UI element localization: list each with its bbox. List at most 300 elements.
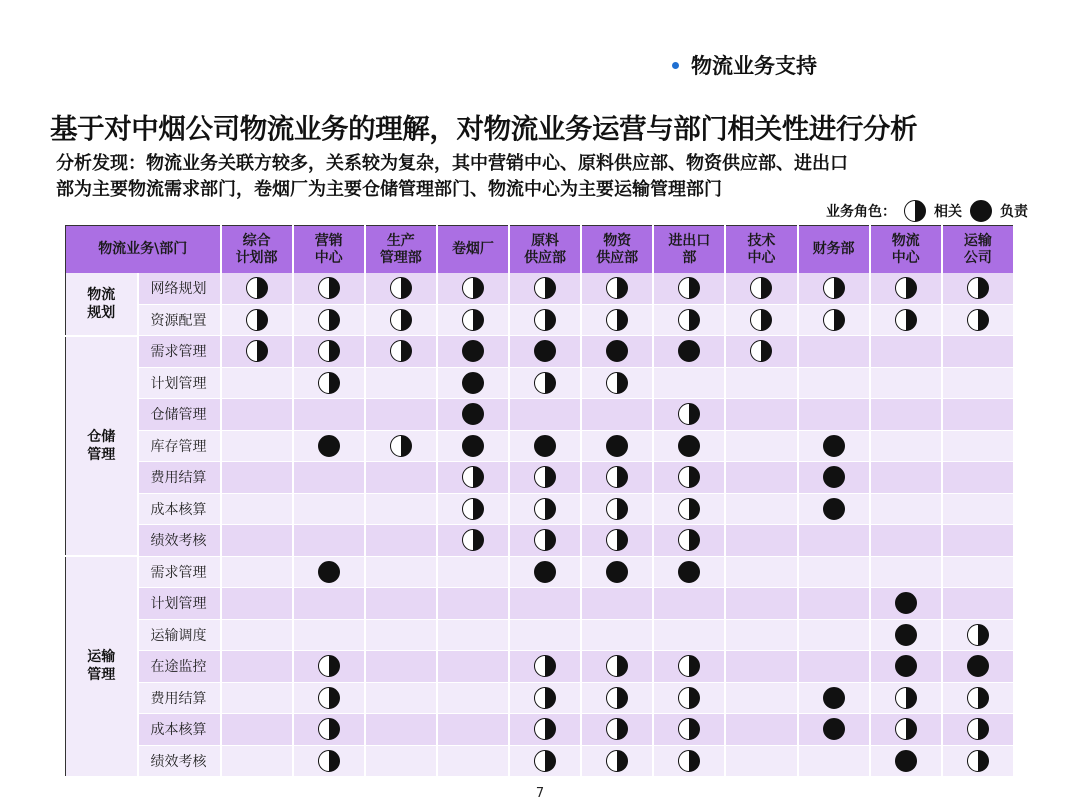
matrix-cell (581, 556, 653, 588)
matrix-cell (870, 588, 942, 620)
matrix-cell (798, 273, 870, 304)
half-circle-icon (534, 309, 556, 331)
matrix-cell (509, 745, 581, 777)
matrix-cell (221, 399, 293, 431)
matrix-cell (870, 745, 942, 777)
matrix-cell (653, 336, 725, 368)
responsibility-matrix (65, 225, 1015, 778)
full-circle-icon (678, 340, 700, 362)
matrix-cell (365, 525, 437, 557)
half-circle-icon (678, 466, 700, 488)
matrix-cell (509, 619, 581, 651)
full-circle-icon (967, 655, 989, 677)
matrix-cell (870, 525, 942, 557)
matrix-cell (221, 556, 293, 588)
matrix-cell (942, 399, 1014, 431)
matrix-cell (581, 619, 653, 651)
half-circle-icon (534, 498, 556, 520)
matrix-cell (437, 304, 509, 336)
half-circle-icon (318, 309, 340, 331)
matrix-cell (437, 462, 509, 494)
full-circle-icon (606, 561, 628, 583)
group-label-line: 仓储 (87, 428, 116, 445)
half-circle-icon (534, 372, 556, 394)
matrix-cell (653, 556, 725, 588)
half-circle-icon (534, 466, 556, 488)
matrix-cell (942, 367, 1014, 399)
matrix-cell (798, 651, 870, 683)
department-header (725, 226, 797, 274)
matrix-cell (581, 399, 653, 431)
full-circle-icon (823, 718, 845, 740)
matrix-cell (365, 399, 437, 431)
matrix-cell (293, 714, 365, 746)
matrix-cell (581, 462, 653, 494)
table-row (66, 399, 1015, 431)
matrix-cell (221, 651, 293, 683)
business-item: 成本核算 (138, 714, 221, 746)
department-header-line: 财务部 (812, 241, 855, 257)
matrix-cell (293, 525, 365, 557)
group-label-line: 规划 (87, 304, 116, 321)
matrix-cell (581, 682, 653, 714)
matrix-cell (293, 682, 365, 714)
department-header-line: 物资 (603, 232, 632, 249)
half-circle-icon (678, 277, 700, 299)
matrix-cell (725, 430, 797, 462)
matrix-cell (437, 651, 509, 683)
half-circle-icon (462, 277, 484, 299)
matrix-cell (725, 399, 797, 431)
half-circle-icon (606, 277, 628, 299)
matrix-cell (437, 714, 509, 746)
matrix-cell (293, 556, 365, 588)
half-circle-icon (967, 750, 989, 772)
matrix-cell (942, 304, 1014, 336)
matrix-cell (221, 682, 293, 714)
half-circle-icon (750, 277, 772, 299)
matrix-cell (653, 525, 725, 557)
analysis-finding (56, 151, 1016, 203)
matrix-cell (942, 651, 1014, 683)
business-item: 费用结算 (138, 462, 221, 494)
matrix-cell (942, 430, 1014, 462)
page-title: 基于对中烟公司物流业务的理解，对物流业务运营与部门相关性进行分析 (50, 113, 918, 145)
matrix-cell (653, 462, 725, 494)
business-item: 成本核算 (138, 493, 221, 525)
matrix-cell (437, 493, 509, 525)
matrix-cell (725, 714, 797, 746)
half-circle-icon (967, 687, 989, 709)
matrix-cell (437, 556, 509, 588)
matrix-cell (942, 714, 1014, 746)
full-circle-icon (895, 655, 917, 677)
department-header-line: 运输 (963, 232, 992, 249)
matrix-cell (221, 745, 293, 777)
half-circle-icon (390, 277, 412, 299)
half-circle-icon (246, 277, 268, 299)
matrix-cell (725, 525, 797, 557)
department-header-line: 营销 (314, 232, 343, 249)
full-circle-icon (606, 435, 628, 457)
matrix-cell (942, 588, 1014, 620)
matrix-cell (798, 462, 870, 494)
group-label-line: 运输 (87, 649, 116, 666)
matrix-cell (293, 462, 365, 494)
matrix-cell (437, 430, 509, 462)
matrix-cell (293, 304, 365, 336)
matrix-cell (509, 336, 581, 368)
matrix-cell (509, 399, 581, 431)
department-header-line: 生产 (386, 232, 415, 249)
matrix-cell (365, 273, 437, 304)
matrix-cell (653, 745, 725, 777)
full-circle-icon (895, 592, 917, 614)
matrix-cell (653, 682, 725, 714)
matrix-cell (798, 430, 870, 462)
business-item: 运输调度 (138, 619, 221, 651)
matrix-cell (653, 493, 725, 525)
matrix-cell (293, 619, 365, 651)
half-circle-icon (895, 687, 917, 709)
business-item: 需求管理 (138, 336, 221, 368)
half-circle-icon (534, 529, 556, 551)
matrix-cell (798, 682, 870, 714)
matrix-cell (725, 462, 797, 494)
half-circle-icon (606, 687, 628, 709)
half-circle-icon (318, 687, 340, 709)
business-item: 需求管理 (138, 556, 221, 588)
matrix-cell (653, 304, 725, 336)
table-row (66, 304, 1015, 336)
matrix-cell (725, 336, 797, 368)
section-tag (672, 50, 817, 80)
table-row (66, 430, 1015, 462)
matrix-cell (365, 745, 437, 777)
half-circle-icon (606, 498, 628, 520)
half-circle-icon (462, 529, 484, 551)
matrix-cell (942, 745, 1014, 777)
department-header-line: 部 (682, 249, 697, 266)
matrix-cell (365, 682, 437, 714)
business-item: 绩效考核 (138, 525, 221, 557)
department-header-line: 进出口 (668, 232, 711, 249)
matrix-cell (581, 714, 653, 746)
full-circle-icon (823, 687, 845, 709)
department-header (293, 226, 365, 274)
matrix-cell (581, 525, 653, 557)
matrix-cell (942, 273, 1014, 304)
half-circle-icon (318, 750, 340, 772)
full-circle-icon (534, 340, 556, 362)
matrix-cell (221, 493, 293, 525)
business-item: 资源配置 (138, 304, 221, 336)
table-row (66, 273, 1015, 304)
matrix-cell (870, 493, 942, 525)
half-circle-icon (606, 655, 628, 677)
half-circle-icon (606, 372, 628, 394)
matrix-cell (725, 745, 797, 777)
half-circle-icon (534, 718, 556, 740)
matrix-cell (942, 462, 1014, 494)
half-circle-icon (534, 277, 556, 299)
half-circle-icon (678, 309, 700, 331)
half-circle-icon (678, 529, 700, 551)
table-body (66, 273, 1015, 777)
full-circle-icon (970, 200, 992, 222)
half-circle-icon (606, 718, 628, 740)
matrix-cell (365, 493, 437, 525)
table-row (66, 556, 1015, 588)
matrix-cell (365, 367, 437, 399)
matrix-cell (870, 714, 942, 746)
matrix-cell (725, 273, 797, 304)
group-label (66, 556, 138, 777)
full-circle-icon (895, 750, 917, 772)
half-circle-icon (967, 277, 989, 299)
matrix-cell (437, 588, 509, 620)
matrix-cell (365, 619, 437, 651)
full-circle-icon (895, 624, 917, 646)
matrix-cell (365, 588, 437, 620)
half-circle-icon (534, 750, 556, 772)
half-circle-icon (678, 498, 700, 520)
matrix-cell (653, 651, 725, 683)
table-row (66, 682, 1015, 714)
group-label (66, 336, 138, 557)
half-circle-icon (823, 277, 845, 299)
matrix-cell (509, 588, 581, 620)
matrix-cell (293, 745, 365, 777)
matrix-cell (798, 304, 870, 336)
matrix-cell (221, 525, 293, 557)
department-header-line: 中心 (314, 249, 343, 266)
matrix-cell (653, 714, 725, 746)
department-header (798, 226, 870, 274)
half-circle-icon (462, 309, 484, 331)
matrix-cell (365, 714, 437, 746)
matrix-cell (653, 588, 725, 620)
matrix-cell (221, 462, 293, 494)
bullet-dot-icon (672, 62, 679, 69)
half-circle-icon (246, 340, 268, 362)
matrix-cell (798, 745, 870, 777)
matrix-cell (653, 619, 725, 651)
half-circle-icon (606, 466, 628, 488)
matrix-cell (365, 556, 437, 588)
business-item: 绩效考核 (138, 745, 221, 777)
matrix-cell (725, 493, 797, 525)
department-header-line: 管理部 (379, 249, 422, 266)
matrix-cell (293, 367, 365, 399)
matrix-cell (798, 714, 870, 746)
finding-line-1: 分析发现：物流业务关联方较多，关系较为复杂，其中营销中心、原料供应部、物资供应部、进出口 (56, 153, 848, 174)
matrix-cell (798, 588, 870, 620)
half-circle-icon (318, 655, 340, 677)
department-header-line: 中心 (891, 249, 920, 266)
half-circle-icon (390, 435, 412, 457)
role-legend (826, 200, 1028, 222)
group-label (66, 273, 138, 336)
matrix-cell (293, 651, 365, 683)
matrix-cell (437, 367, 509, 399)
full-circle-icon (462, 435, 484, 457)
department-header (942, 226, 1014, 274)
half-circle-icon (967, 718, 989, 740)
matrix-cell (509, 682, 581, 714)
business-item: 计划管理 (138, 367, 221, 399)
half-circle-icon (606, 309, 628, 331)
matrix-cell (509, 462, 581, 494)
department-header-line: 技术 (747, 232, 776, 249)
department-header (221, 226, 293, 274)
matrix-cell (725, 651, 797, 683)
half-circle-icon (606, 529, 628, 551)
finding-line-2: 部为主要物流需求部门，卷烟厂为主要仓储管理部门、物流中心为主要运输管理部门 (56, 179, 722, 200)
matrix-cell (798, 367, 870, 399)
matrix-cell (870, 304, 942, 336)
matrix-cell (509, 367, 581, 399)
matrix-cell (437, 745, 509, 777)
matrix-cell (581, 336, 653, 368)
table-row (66, 619, 1015, 651)
department-header-line: 公司 (963, 249, 992, 266)
matrix-cell (509, 714, 581, 746)
table-row (66, 525, 1015, 557)
department-header-line: 综合 (242, 232, 271, 249)
matrix-cell (581, 430, 653, 462)
matrix-cell (581, 304, 653, 336)
matrix-cell (221, 367, 293, 399)
half-circle-icon (895, 277, 917, 299)
matrix-cell (293, 336, 365, 368)
half-circle-icon (678, 750, 700, 772)
full-circle-icon (823, 435, 845, 457)
matrix-cell (509, 430, 581, 462)
half-circle-icon (823, 309, 845, 331)
matrix-cell (509, 525, 581, 557)
matrix-cell (870, 367, 942, 399)
matrix-cell (798, 399, 870, 431)
matrix-cell (293, 430, 365, 462)
half-circle-icon (318, 340, 340, 362)
matrix-cell (509, 651, 581, 683)
full-circle-icon (534, 561, 556, 583)
table-row (66, 367, 1015, 399)
business-item: 计划管理 (138, 588, 221, 620)
matrix-cell (798, 619, 870, 651)
half-circle-icon (318, 372, 340, 394)
matrix-cell (581, 493, 653, 525)
half-circle-icon (895, 309, 917, 331)
matrix-cell (725, 682, 797, 714)
department-header (653, 226, 725, 274)
table-row (66, 714, 1015, 746)
matrix-cell (293, 399, 365, 431)
table-row (66, 745, 1015, 777)
department-header-line: 供应部 (596, 249, 639, 266)
matrix-cell (798, 336, 870, 368)
full-circle-icon (606, 340, 628, 362)
matrix-cell (581, 588, 653, 620)
matrix-cell (870, 430, 942, 462)
table-row (66, 336, 1015, 368)
matrix-cell (870, 556, 942, 588)
full-circle-icon (678, 561, 700, 583)
half-circle-icon (750, 309, 772, 331)
matrix-cell (798, 556, 870, 588)
matrix-cell (870, 462, 942, 494)
matrix-cell (509, 304, 581, 336)
department-header-line: 供应部 (524, 249, 567, 266)
matrix-cell (581, 273, 653, 304)
matrix-cell (221, 430, 293, 462)
matrix-cell (437, 619, 509, 651)
business-item: 费用结算 (138, 682, 221, 714)
department-header (509, 226, 581, 274)
matrix-cell (437, 336, 509, 368)
matrix-cell (653, 367, 725, 399)
business-item: 网络规划 (138, 273, 221, 304)
full-circle-icon (823, 466, 845, 488)
table-row (66, 651, 1015, 683)
half-circle-icon (390, 309, 412, 331)
group-label-line: 管理 (87, 667, 116, 684)
matrix-cell (221, 304, 293, 336)
department-header-line: 计划部 (235, 249, 278, 266)
department-header (437, 226, 509, 274)
page-number: 7 (535, 786, 545, 801)
department-header-line: 卷烟厂 (451, 241, 494, 257)
legend-responsible: 负责 (1000, 204, 1028, 220)
matrix-cell (581, 651, 653, 683)
table-header-row (66, 226, 1015, 274)
half-circle-icon (904, 200, 926, 222)
full-circle-icon (678, 435, 700, 457)
matrix-cell (725, 367, 797, 399)
full-circle-icon (462, 372, 484, 394)
half-circle-icon (534, 655, 556, 677)
half-circle-icon (895, 718, 917, 740)
matrix-cell (725, 556, 797, 588)
matrix-cell (581, 745, 653, 777)
matrix-cell (365, 462, 437, 494)
matrix-cell (870, 336, 942, 368)
matrix-cell (870, 619, 942, 651)
half-circle-icon (318, 718, 340, 740)
matrix-cell (798, 493, 870, 525)
matrix-cell (293, 273, 365, 304)
half-circle-icon (678, 718, 700, 740)
matrix-cell (437, 682, 509, 714)
half-circle-icon (967, 309, 989, 331)
matrix-cell (437, 399, 509, 431)
group-label-line: 管理 (87, 446, 116, 463)
legend-label: 业务角色： (826, 204, 896, 220)
matrix-cell (653, 399, 725, 431)
full-circle-icon (462, 340, 484, 362)
department-header-line: 物流 (891, 232, 920, 249)
corner-header: 物流业务\部门 (66, 226, 221, 274)
half-circle-icon (606, 750, 628, 772)
half-circle-icon (678, 655, 700, 677)
matrix-cell (942, 556, 1014, 588)
half-circle-icon (678, 687, 700, 709)
section-tag-text: 物流业务支持 (691, 54, 817, 78)
matrix-cell (293, 588, 365, 620)
half-circle-icon (534, 687, 556, 709)
full-circle-icon (823, 498, 845, 520)
